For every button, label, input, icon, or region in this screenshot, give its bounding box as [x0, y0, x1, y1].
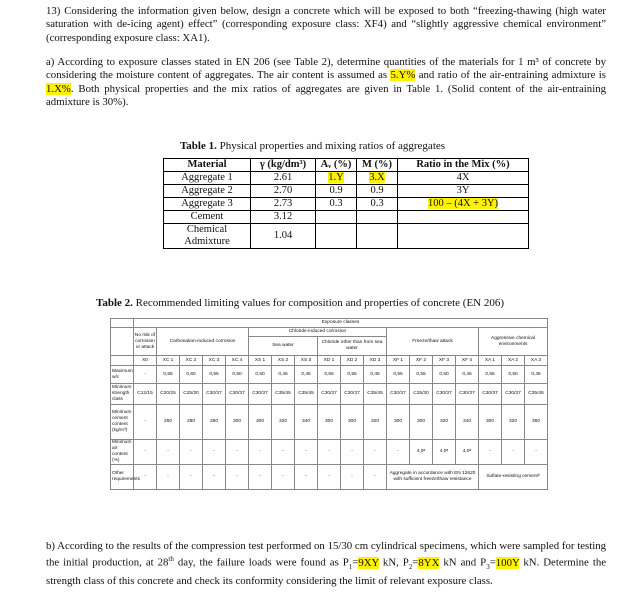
table2-cell: -	[226, 465, 249, 490]
table2-cell: Carbonation-induced corrosion	[157, 328, 249, 356]
table2-top-header: Exposure classes	[134, 319, 548, 328]
table1-cell: 0.9	[329, 185, 343, 196]
table2-row	[111, 384, 548, 405]
table1-cell: Aggregate 2	[181, 185, 233, 196]
text-run: kN, P	[378, 557, 409, 569]
table2-cell: 0,65	[157, 366, 180, 384]
highlighted-value: 9XY	[358, 557, 379, 569]
table1-row	[164, 172, 529, 185]
table2-cell: C25/30	[410, 384, 433, 405]
table1-cell: 3Y	[456, 185, 470, 196]
table2-cell: C12/15	[134, 384, 157, 405]
table2-cell: Aggregate in accordance with EN 12620 with sufficient freeze/thaw resistance	[387, 465, 479, 490]
table2-corner	[111, 328, 134, 356]
table2-cell: Sea water	[249, 337, 318, 356]
table2-cell: C30/37	[203, 384, 226, 405]
table1-cell: 2.70	[273, 185, 293, 196]
table2-cell: 0,45	[456, 366, 479, 384]
text-run: =	[352, 557, 359, 569]
table1-cell: 3.X	[369, 172, 385, 183]
table2-class: XC 1	[157, 356, 180, 366]
table2-cell: 280	[203, 405, 226, 440]
table2-cell: -	[134, 465, 157, 490]
table2-cell	[111, 356, 134, 366]
table2-cell: 320	[272, 405, 295, 440]
table2-cell: C30/37	[226, 384, 249, 405]
table2-cell: -	[341, 440, 364, 465]
table2-cell: -	[180, 465, 203, 490]
table2-cell: C20/25	[157, 384, 180, 405]
table2-cell: 0,55	[479, 366, 502, 384]
text-run: . Both physical properties and the mix ratios of aggregates are given in Table 1. (Solid content of the air-entraining admixture is 30%).	[46, 82, 606, 109]
table2-cell: 0,55	[203, 366, 226, 384]
table2-row-label: Other requirements	[111, 465, 134, 490]
text-run: 13) Considering the information given below, design a concrete which will be exposed to both “freezing-thawing (high water saturation with de-icing agent) effect” (corresponding exposure class: XF4) and “slightly aggressive chemical environment” (corresponding exposure class: XA1).	[46, 5, 606, 44]
table2-class: XA 3	[525, 356, 548, 366]
highlighted-value: 1.X%	[46, 82, 71, 95]
table2-cell: C35/45	[525, 384, 548, 405]
table2-cell: 0,55	[387, 366, 410, 384]
table2-class: XC 3	[203, 356, 226, 366]
table2-row	[111, 405, 548, 440]
table2-class: XS 2	[272, 356, 295, 366]
table2-cell: -	[387, 440, 410, 465]
table2-class: XA 1	[479, 356, 502, 366]
table2-cell: -	[157, 440, 180, 465]
table2-class: XF 3	[433, 356, 456, 366]
table2-cell: C30/37	[387, 384, 410, 405]
table2-class: XD 1	[318, 356, 341, 366]
table2-cell: C30/37	[502, 384, 525, 405]
table2-class: X0	[134, 356, 157, 366]
table1-cell: 3.12	[273, 211, 293, 222]
table2-cell: 0,50	[502, 366, 525, 384]
table1-header: γ (kg/dm³)	[251, 159, 316, 172]
table1-cell: 100 – (4X + 3Y)	[427, 198, 499, 209]
text-run: day, the failure loads were found as P	[173, 557, 349, 569]
table2-cell: 0,45	[295, 366, 318, 384]
table2-cell: -	[272, 465, 295, 490]
table2-cell: No risk of corrosion or attack	[134, 328, 157, 356]
table1-cell: 0.9	[370, 185, 384, 196]
table2-cell: 260	[157, 405, 180, 440]
table2-cell: -	[364, 440, 387, 465]
table2-cell: -	[180, 440, 203, 465]
text-run: b) According to the results of the compression test performed on 15/30 cm cylindrical specimens, which were sampled for testing the initial production, at 28	[46, 540, 606, 569]
table1-cell: 1.04	[273, 230, 293, 241]
table1-caption: Table 1. Physical properties and mixing ratios of aggregates	[179, 140, 446, 152]
table2-cell: 340	[456, 405, 479, 440]
table2-cell: -	[134, 440, 157, 465]
table2-cell: 320	[502, 405, 525, 440]
table2-cell: Aggressive chemical environments	[479, 328, 548, 356]
table2-cell: 300	[226, 405, 249, 440]
table1-cell: Chemical Admixture	[184, 224, 230, 247]
table2-cell: 4,0ᵃ	[410, 440, 433, 465]
table2-class: XS 3	[295, 356, 318, 366]
table2	[110, 318, 548, 490]
table2-cell: 0,50	[249, 366, 272, 384]
text-run: =	[489, 557, 496, 569]
question-intro	[46, 5, 606, 45]
table2-class: XA 2	[502, 356, 525, 366]
table2-cell: -	[295, 440, 318, 465]
table2-cell: -	[479, 440, 502, 465]
table2-cell: 300	[387, 405, 410, 440]
table2-cell: C30/37	[249, 384, 272, 405]
highlighted-value: 5.Y%	[390, 69, 416, 82]
text-run: 3	[486, 563, 490, 572]
text-run: and ratio of the air-entraining admixture is	[415, 69, 606, 82]
table2-row	[111, 440, 548, 465]
table2-cell: -	[203, 465, 226, 490]
table2-cell: -	[249, 465, 272, 490]
table1-row	[164, 211, 529, 224]
highlighted-value: 100Y	[495, 557, 520, 569]
table1-cell: 4X	[456, 172, 470, 183]
table1-header: Ratio in the Mix (%)	[398, 159, 529, 172]
table2-cell: C35/45	[295, 384, 318, 405]
table2-cell: 0,60	[180, 366, 203, 384]
table1-row	[164, 198, 529, 211]
table2-cell: 0,45	[272, 366, 295, 384]
table1-cell: 2.61	[273, 172, 293, 183]
table2-cell: C25/30	[180, 384, 203, 405]
highlighted-value: 8YX	[418, 557, 440, 569]
table1-row	[164, 224, 529, 249]
table2-class: XC 4	[226, 356, 249, 366]
table2-cell: 0,55	[410, 366, 433, 384]
table2-cell: 340	[295, 405, 318, 440]
table2-cell: 300	[410, 405, 433, 440]
table1	[163, 158, 529, 249]
table1-row	[164, 185, 529, 198]
text-run: th	[168, 555, 174, 564]
table1-cell: 0.3	[329, 198, 343, 209]
text-run: kN. Determine the strength class of this concrete and check its conformity considering the limit of relevant exposure class.	[46, 557, 607, 587]
table2-cell: 0,50	[433, 366, 456, 384]
table2-cell: Sulfate-resisting cementᵇ	[479, 465, 548, 490]
text-run: 2	[408, 563, 413, 572]
text-run: a) According to exposure classes stated in EN 206 (see Table 2), determine quantities of the materials for 1 m³ of concrete by considering the moisture content of aggregates. The air content is assumed as	[46, 56, 606, 82]
table2-cell: -	[157, 465, 180, 490]
table2-cell: C35/45	[272, 384, 295, 405]
table2-cell: 0,50	[226, 366, 249, 384]
table1-cell: 0.3	[370, 198, 384, 209]
table2-cell: -	[364, 465, 387, 490]
table2-cell: 4,0ᵃ	[433, 440, 456, 465]
text-run: kN and P	[439, 557, 487, 569]
table2-row-label: Maximum w/c	[111, 366, 134, 384]
table2-cell: Chloride other than from sea water	[318, 337, 387, 356]
table2-caption: Table 2. Recommended limiting values for composition and properties of concrete (EN 206)	[96, 297, 505, 309]
table2-row-label: Minimum strength class	[111, 384, 134, 405]
table1-cell: 2.73	[273, 198, 293, 209]
table2-cell: C30/37	[456, 384, 479, 405]
table2-cell: -	[295, 465, 318, 490]
table2-cell: Chloride-induced corrosion	[249, 328, 387, 337]
table2-row	[111, 366, 548, 384]
table1-cell: Aggregate 1	[181, 172, 233, 183]
text-run: 1	[348, 563, 353, 572]
table2-cell: 0,55	[318, 366, 341, 384]
table2-cell: 0,45	[364, 366, 387, 384]
table2-cell: C30/37	[318, 384, 341, 405]
table2-cell: 0,55	[341, 366, 364, 384]
question-part-b	[46, 540, 606, 588]
table2-cell: C35/45	[364, 384, 387, 405]
table1-header: M (%)	[357, 159, 398, 172]
table2-class: XF 1	[387, 356, 410, 366]
table2-class: XD 3	[364, 356, 387, 366]
table1-header: Aᵥ (%)	[316, 159, 357, 172]
table2-cell: 320	[364, 405, 387, 440]
table2-cell: -	[226, 440, 249, 465]
table2-cell: C30/37	[341, 384, 364, 405]
table2-cell: C30/37	[479, 384, 502, 405]
table2-class: XF 2	[410, 356, 433, 366]
table2-cell: 320	[433, 405, 456, 440]
question-part-a	[46, 56, 606, 110]
text-run: =	[412, 557, 419, 569]
table1-cell: 1.Y	[328, 172, 344, 183]
table2-cell: 0,45	[525, 366, 548, 384]
table2-cell: Freeze/thaw attack	[387, 328, 479, 356]
table2-row-label: Minimum cement content (kg/m³)	[111, 405, 134, 440]
table1-header: Material	[164, 159, 251, 172]
table2-cell: 300	[341, 405, 364, 440]
table2-class: XS 1	[249, 356, 272, 366]
table2-cell: -	[318, 465, 341, 490]
table2-corner	[111, 319, 134, 328]
table2-cell: 300	[249, 405, 272, 440]
table2-row-label: Minimum air content (%)	[111, 440, 134, 465]
table2-cell: 300	[479, 405, 502, 440]
table2-cell: -	[341, 465, 364, 490]
table2-class: XF 4	[456, 356, 479, 366]
table1-cell: Cement	[190, 211, 224, 222]
table2-cell: 280	[180, 405, 203, 440]
table2-cell: -	[502, 440, 525, 465]
table1-cell: Aggregate 3	[181, 198, 233, 209]
table2-cell: -	[203, 440, 226, 465]
table2-cell: C30/37	[433, 384, 456, 405]
table2-class: XD 2	[341, 356, 364, 366]
table2-cell: 4,0ᵃ	[456, 440, 479, 465]
table2-cell: 300	[318, 405, 341, 440]
table2-cell: 360	[525, 405, 548, 440]
table2-cell: -	[134, 366, 157, 384]
table2-cell: -	[318, 440, 341, 465]
table2-cell: -	[134, 405, 157, 440]
table2-cell: -	[272, 440, 295, 465]
table2-row	[111, 465, 548, 490]
table2-cell: -	[249, 440, 272, 465]
table2-cell: -	[525, 440, 548, 465]
table2-class: XC 2	[180, 356, 203, 366]
